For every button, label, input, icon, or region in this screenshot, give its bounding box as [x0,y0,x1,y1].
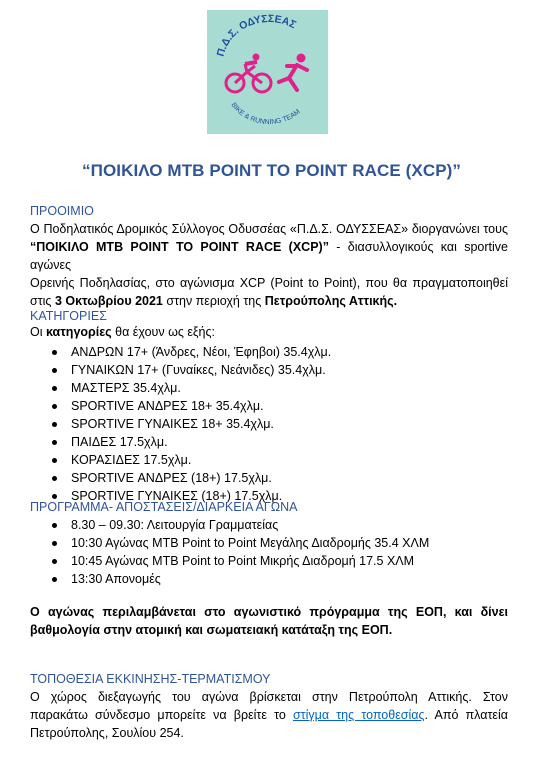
list-item: ΚΟΡΑΣΙΔΕΣ 17.5χλμ. [50,451,331,469]
location-line-1: Ο χώρος διεξαγωγής του αγώνα βρίσκεται στην Πετρούπολη Αττικής. Στον [30,690,508,704]
team-logo [207,10,328,134]
categories-intro [30,323,508,341]
list-item: ΠΑΙΔΕΣ 17.5χλμ. [50,433,331,451]
categories-list [50,343,331,505]
categories-intro-b: θα έχουν ως εξής: [111,325,215,339]
notice-line-1: Ο αγώνας περιλαμβάνεται στο αγωνιστικό πρόγραμμα της ΕΟΠ, και δίνει [30,605,508,619]
runner-icon [279,54,307,91]
intro-line-4 [30,292,508,310]
location-map-link[interactable]: στίγμα της τοποθεσίας [292,708,425,722]
intro-heading: ΠΡΟΟΙΜΙΟ [30,204,94,218]
location-line-2 [30,706,508,724]
logo-team-text: BIKE & RUNNING TEAM [229,101,302,127]
list-item: SPORTIVE ΑΝΔΡΕΣ (18+) 17.5χλμ. [50,469,331,487]
list-item: 13:30 Απονομές [50,570,429,588]
categories-heading: ΚΑΤΗΓΟΡΙΕΣ [30,309,107,323]
svg-text:Π.Δ.Σ. ΟΔΥΣΣΕΑΣ [215,13,298,58]
list-item: SPORTIVE ΑΝΔΡΕΣ 18+ 35.4χλμ. [50,397,331,415]
svg-text:BIKE & RUNNING TEAM [230,102,302,127]
intro-line-2 [30,238,508,274]
notice-paragraph [30,603,508,639]
location-line-3: Πετρούπολης, Σουλίου 254. [30,726,184,740]
intro-line-1: Ο Ποδηλατικός Δρομικός Σύλλογος Οδυσσέας «Π.Δ.Σ. ΟΔΥΣΣΕΑΣ» διοργανώνει τους [30,222,508,236]
list-item: 10:30 Αγώνας MTB Point to Point Μεγάλης Διαδρομής 35.4 ΧΛΜ [50,534,429,552]
list-item: ΜΑΣΤΕΡΣ 35.4χλμ. [50,379,331,397]
location-line-2-b: . Από πλατεία [424,708,508,722]
program-heading: ΠΡΟΓΡΑΜΜΑ- ΑΠΟΣΤΑΣΕΙΣ/ΔΙΑΡΚΕΙΑ ΑΓΩΝΑ [30,500,298,514]
program-list [50,516,429,588]
list-item: 10:45 Αγώνας MTB Point to Point Μικρής Διαδρομή 17.5 ΧΛΜ [50,552,429,570]
list-item: 8.30 – 09.30: Λειτουργία Γραμματείας [50,516,429,534]
page-title: “ΠΟΙΚΙΛΟ MTB POINT TO POINT RACE (XCP)” [81,161,462,180]
list-item: ΓΥΝΑΙΚΩΝ 17+ (Γυναίκες, Νεάνιδες) 35.4χλμ. [50,361,331,379]
notice-line-2: βαθμολογία στην ατομική και σωματειακή κατάταξη της ΕΟΠ. [30,623,393,637]
intro-line-4-b: στην περιοχή της [162,294,265,308]
list-item: SPORTIVE ΓΥΝΑΙΚΕΣ (18+) 17.5χλμ. [50,487,331,505]
location-paragraph [30,688,508,742]
location-heading: ΤΟΠΟΘΕΣΙΑ ΕΚΚΙΝΗΣΗΣ-ΤΕΡΜΑΤΙΣΜΟΥ [30,672,271,686]
intro-line-4-a: στις [30,294,55,308]
logo-org-text: Π.Δ.Σ. ΟΔΥΣΣΕΑΣ [214,12,298,58]
cyclist-icon [226,54,271,93]
intro-line-2-text: - διασυλλογικούς και sportive αγώνες [30,240,508,272]
event-date: 3 Οκτωβρίου 2021 [54,294,163,308]
intro-paragraph [30,220,508,310]
list-item: SPORTIVE ΓΥΝΑΙΚΕΣ 18+ 35.4χλμ. [50,415,331,433]
intro-line-3: Ορεινής Ποδηλασίας, στο αγώνισμα XCP (Point to Point), που θα πραγματοποιηθεί [30,276,508,290]
categories-intro-a: Οι [30,325,46,339]
list-item: ΑΝΔΡΩΝ 17+ (Άνδρες, Νέοι, Έφηβοι) 35.4χλμ. [50,343,331,361]
event-name: “ΠΟΙΚΙΛΟ MTB POINT TO POINT RACE (XCP)” [30,240,329,254]
logo-graphic [207,10,328,134]
event-place: Πετρούπολης Αττικής. [264,294,398,308]
categories-intro-bold: κατηγορίες [45,325,112,339]
location-line-2-a: παρακάτω σύνδεσμο μπορείτε να βρείτε το [30,708,293,722]
